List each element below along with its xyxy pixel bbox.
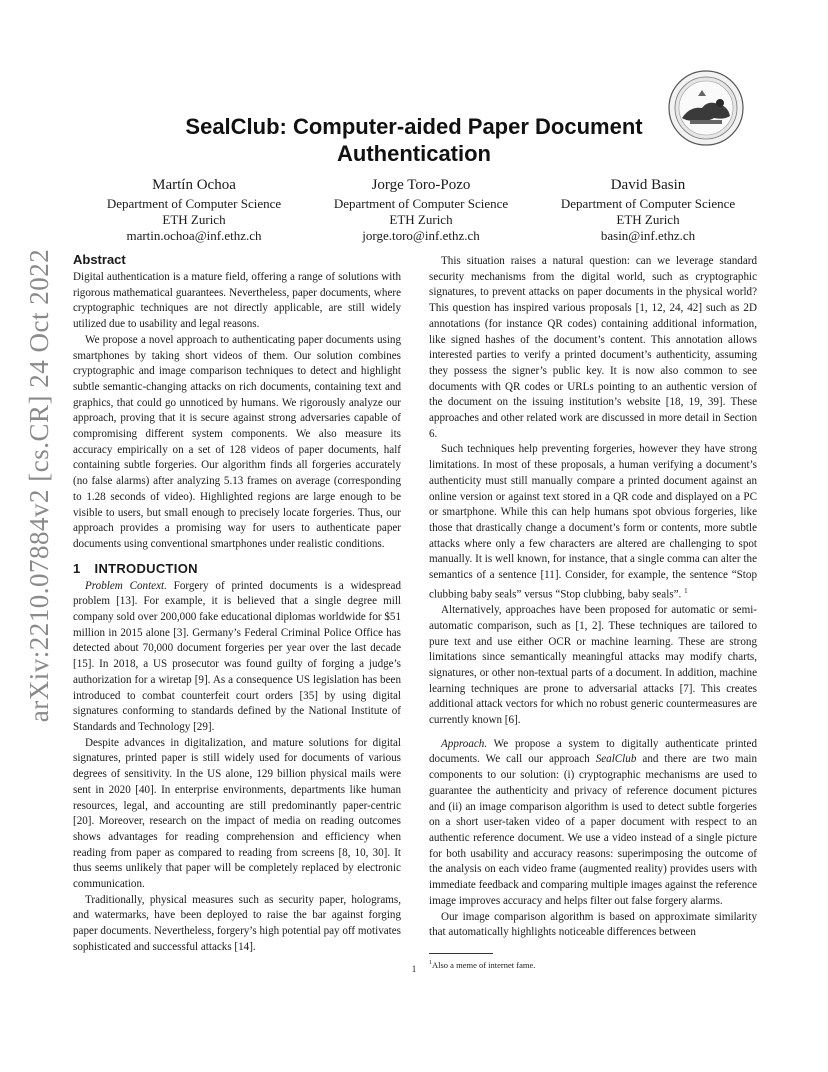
author-email: martin.ochoa@inf.ethz.ch bbox=[126, 228, 262, 243]
arxiv-identifier-text: arXiv:2210.07884v2 [cs.CR] 24 Oct 2022 bbox=[24, 248, 55, 722]
author-name: Jorge Toro-Pozo bbox=[371, 177, 471, 193]
intro-paragraph-3: Traditionally, physical measures such as security paper, holograms, and watermarks, have been deployed to raise the bar against forging paper documents. Nevertheless, forgery’s high potential pay off motivates sophisticated and successful attacks [14]. bbox=[73, 893, 402, 953]
paragraph-label: Problem Context. bbox=[85, 579, 167, 592]
system-name: SealClub bbox=[595, 753, 637, 766]
author-department: Department of Computer Science bbox=[333, 196, 509, 211]
section-heading-introduction bbox=[73, 561, 401, 577]
section-number: 1 bbox=[73, 560, 81, 576]
author-3 bbox=[539, 176, 757, 244]
right-paragraph-1: This situation raises a natural question: can we leverage standard security mechanisms from the digital world, such as cryptographic signatures, to prevent attacks on paper documents in the physical world? This question has inspired various proposals [1, 12, 24, 42] such as 2D annotations (for instance QR codes) containing additional information, like signed hashes of the document’s content. This annotation allows interested parties to verify a printed document’s authenticity, assuming they possess the signer’s public key. It is now also common to see documents with QR codes or URLs pointing to an authentic version of the document on the issuing institution’s website [18, 19, 39]. These approaches and other related work are discussed in more detail in Section 6. bbox=[429, 255, 757, 440]
footnote-reference: 1 bbox=[684, 586, 688, 595]
paper-title-line-2: Authentication bbox=[337, 141, 491, 166]
abstract-paragraph-1: Digital authentication is a mature field, offering a range of solutions with rigorous mathematical guarantees. Nevertheless, paper documents, where cryptographic techniques are not directly applicable, are still widely utilized due to usability and legal reasons. bbox=[73, 271, 401, 331]
author-department: Department of Computer Science bbox=[560, 196, 736, 211]
author-name: David Basin bbox=[610, 177, 686, 193]
left-column bbox=[73, 252, 401, 956]
paragraph-text: Such techniques help preventing forgeries, however they have strong limitations. In most of these proposals, a human verifying a document’s authenticity must still manually compare a printed document against an online version or against text stored in a QR code and displayed on a PC or smartphone. While this can help humans spot obvious forgeries, like those that drastically change a document’s form or contents, more subtle attacks where only a few characters are altered are challenging to spot manually. It is well known, for instance, that a single comma can alter the semantics of a sentence [11]. Consider, for example, the sentence “Stop clubbing baby seals” versus “Stop clubbing, baby seals”. bbox=[429, 443, 757, 601]
author-email: basin@inf.ethz.ch bbox=[600, 228, 696, 243]
page-number: 1 bbox=[411, 964, 417, 974]
author-2 bbox=[312, 176, 530, 244]
author-name: Martín Ochoa bbox=[152, 177, 236, 193]
footnote-rule bbox=[429, 953, 493, 954]
abstract-paragraph-2: We propose a novel approach to authenticating paper documents using smartphones by taking short videos of them. Our solution combines cryptographic and image comparison techniques to detect and highlight subtle semantic-changing attacks on rich documents, containing text and graphics, that could go unnoticed by humans. We rigorously analyze our approach, proving that it is secure against strong adversaries capable of compromising different system components. We also measure its accuracy empirically on a set of 128 videos of paper documents, half containing subtle forgeries. Our algorithm finds all forgeries accurately (no false alarms) after analyzing 5.13 frames on average (corresponding to 1.28 seconds of video). Highlighted regions are large enough to be visible to users, but small enough to precisely locate forgeries. Thus, our approach provides a promising way for users to authenticate paper documents using conventional smartphones under realistic conditions. bbox=[73, 333, 401, 550]
right-paragraph-3: Alternatively, approaches have been proposed for automatic or semi-automatic comparison, such as [1, 2]. These techniques are tailored to pure text and use either OCR or machine learning. These are strong limitations since semantically meaningful attacks may modify charts, signatures, or other non-textual parts of a document. In addition, machine learning techniques are prone to adversarial attacks [7]. This creates additional attack vectors for which no robust generic countermeasures are currently known [6]. bbox=[429, 604, 757, 727]
paragraph-label: Approach. bbox=[441, 737, 488, 750]
paper-title-line-1: SealClub: Computer-aided Paper Document bbox=[185, 114, 643, 139]
right-paragraph-5: Our image comparison algorithm is based on approximate similarity that automatically highlights noticeable differences between bbox=[429, 910, 757, 939]
author-1 bbox=[85, 176, 303, 244]
paragraph-text: Forgery of printed documents is a widespread problem [13]. For example, it is believed that a single degree mill company sold over 200,000 fake educational diplomas worldwide for $51 million in 2015 alone [3]. Germany’s Federal Criminal Police Office has detected about 70,000 document forgeries per year over the last decade [15]. In 2018, a US prosecutor was found guilty of forging a judge’s authorization for a wiretap [9]. As a consequence US legislation has been introduced to combat counterfeit court orders [35] by using digital signatures conforming to standards defined by the National Institute of Standards and Technology [29]. bbox=[73, 579, 401, 733]
footnote-text: Also a meme of internet fame. bbox=[432, 959, 536, 970]
author-institution: ETH Zurich bbox=[162, 212, 226, 227]
abstract-heading: Abstract bbox=[73, 252, 126, 267]
intro-paragraph-2: Despite advances in digitalization, and mature solutions for digital signatures, printed paper is still widely used for documents of various degrees of sensitivity. In the US alone, 129 billion physical mails were sent in 2020 [40]. In enterprise environments, departments like human resources, legal, and accounting are still predominantly paper-centric [20]. Moreover, research on the impact of media on reading outcomes shows advantages for reading comprehension and efficiency when reading from paper as compared to reading from screens [8, 10, 30]. It thus seems unlikely that paper will be completely replaced by electronic communication. bbox=[73, 736, 401, 891]
paper-title bbox=[100, 113, 728, 167]
right-column bbox=[429, 254, 757, 971]
author-email: jorge.toro@inf.ethz.ch bbox=[362, 228, 480, 243]
intro-paragraph-1 bbox=[73, 579, 401, 736]
author-institution: ETH Zurich bbox=[389, 212, 453, 227]
right-paragraph-2 bbox=[429, 442, 757, 603]
paragraph-text-a: We propose a system to digitally authenticate printed documents. We call our approach bbox=[429, 737, 757, 766]
arxiv-identifier bbox=[18, 248, 62, 722]
paragraph-text-b: and there are two main components to our solution: (i) cryptographic mechanisms are used to guarantee the authenticity and privacy of reference document pictures and (ii) an image comparison algorithm is used to detect subtle forgeries on a short user-taken video of a paper document with respect to an authentic reference document. We use a video instead of a single picture for both usability and accuracy reasons: superimposing the outcome of the analysis on each video frame (augmented reality) provides users with immediate feedback and comparing multiple images against the reference image improves accuracy and helps filter out false forgery alarms. bbox=[429, 753, 758, 907]
right-paragraph-4 bbox=[429, 737, 757, 910]
footnote-mark: 1 bbox=[429, 959, 432, 966]
section-title: INTRODUCTION bbox=[94, 560, 198, 576]
author-institution: ETH Zurich bbox=[616, 212, 680, 227]
author-block bbox=[85, 176, 757, 244]
author-department: Department of Computer Science bbox=[106, 196, 282, 211]
